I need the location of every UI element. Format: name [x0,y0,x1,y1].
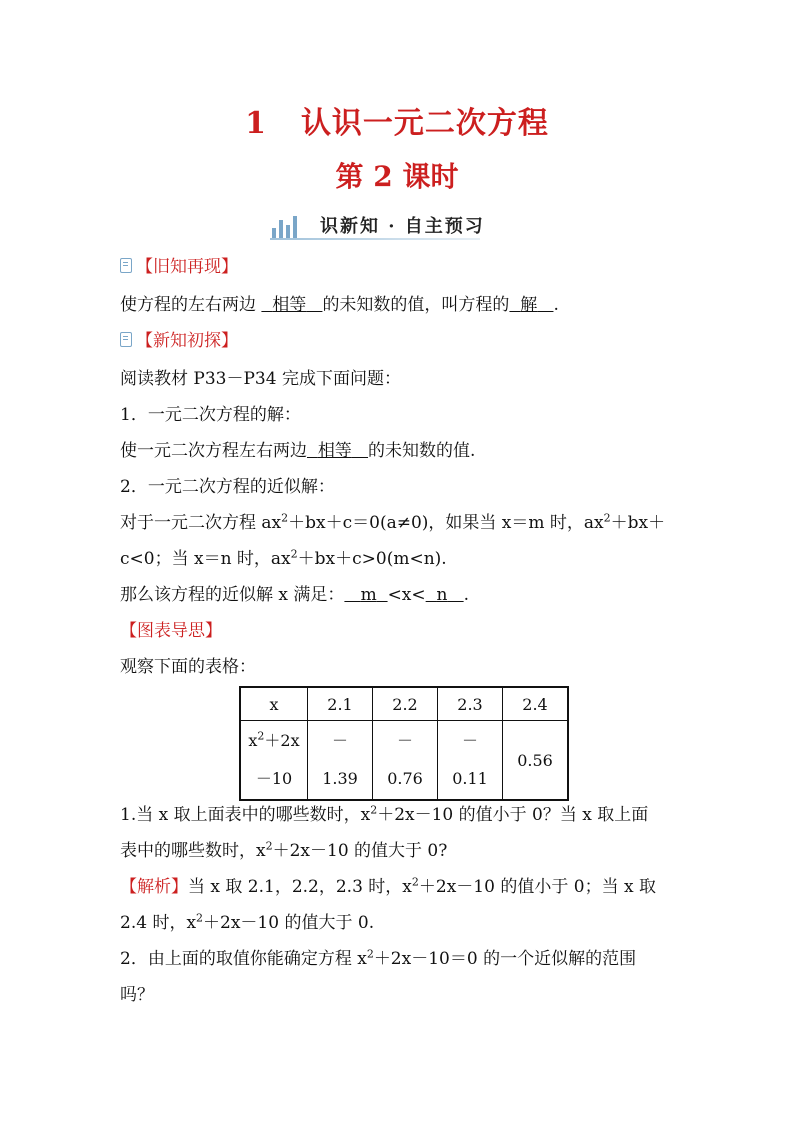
note-icon [120,332,132,347]
lesson-number: 1 [245,106,267,141]
table-row [240,721,568,801]
review-line: 使方程的左右两边 相等 的未知数的值，叫方程的 解 . [120,295,559,315]
answer-label: 【解析】 [120,877,188,897]
table-cell: 2.2 [373,687,438,721]
table-header-x: x [240,687,308,721]
new-q2: 2．一元二次方程的近似解： [120,477,335,497]
observe-text: 观察下面的表格： [120,657,256,677]
section-review-heading: 【旧知再现】 [120,252,238,277]
answer-line1: 【解析】当 x 取 2.1，2.2，2.3 时，$x^2+2x-10$ 的值小于 0；当 x 取 [120,875,656,897]
banner-text: 识新知 · 自主预习 [320,216,485,237]
lesson-subtitle: 第 2 课时 [335,160,459,193]
question-1-line2: 表中的哪些数时，$x^2+2x-10$ 的值大于 0? [120,839,448,861]
table-cell: － 0.11 [438,721,503,801]
new-q1: 1．一元二次方程的解： [120,405,301,425]
table-header-expression: $x^2+2x$ －10 [240,721,308,801]
value-table [239,686,569,801]
table-row [240,687,568,721]
lesson-title-text: 认识一元二次方程 [300,106,549,141]
table-cell: 2.4 [503,687,569,721]
new-q2-line2: c<0；当 x＝n 时，$ax^2+bx+c>0(m<n)$. [120,547,447,569]
section-chart-heading: 【图表导思】 [120,621,222,641]
question-1-line1: 1.当 x 取上面表中的哪些数时，$x^2+2x-10$ 的值小于 0？当 x 取上面 [120,803,649,825]
question-2-line1: 2．由上面的取值你能确定方程 $x^2+2x-10=0$ 的一个近似解的范围 [120,947,637,969]
new-q2-line1: 对于一元二次方程 $ax^2+bx+c=0(a\ne 0)$，如果当 x＝m 时，$ax^2+bx+$ [120,511,666,533]
answer-solution: 解 [520,295,538,315]
table-cell: 2.1 [308,687,373,721]
lesson-title [0,98,794,142]
answer-equal: 相等 [272,295,307,315]
new-q2-line3: 那么该方程的近似解 x 满足： m <x< n . [120,585,470,605]
table-cell: － 1.39 [308,721,373,801]
bar-chart-icon [270,214,312,238]
section-banner [270,212,520,240]
table-cell: － 0.76 [373,721,438,801]
table-cell: 2.3 [438,687,503,721]
question-2-line2: 吗？ [120,985,154,1005]
table-cell: 0.56 [503,721,569,801]
new-q1-line: 使一元二次方程左右两边 相等 的未知数的值. [120,441,476,461]
answer-line2: 2.4 时，$x^2+2x-10$ 的值大于 0. [120,911,375,933]
new-intro: 阅读教材 P33－P34 完成下面问题： [120,369,401,389]
note-icon [120,258,132,273]
section-new-heading: 【新知初探】 [120,326,238,351]
